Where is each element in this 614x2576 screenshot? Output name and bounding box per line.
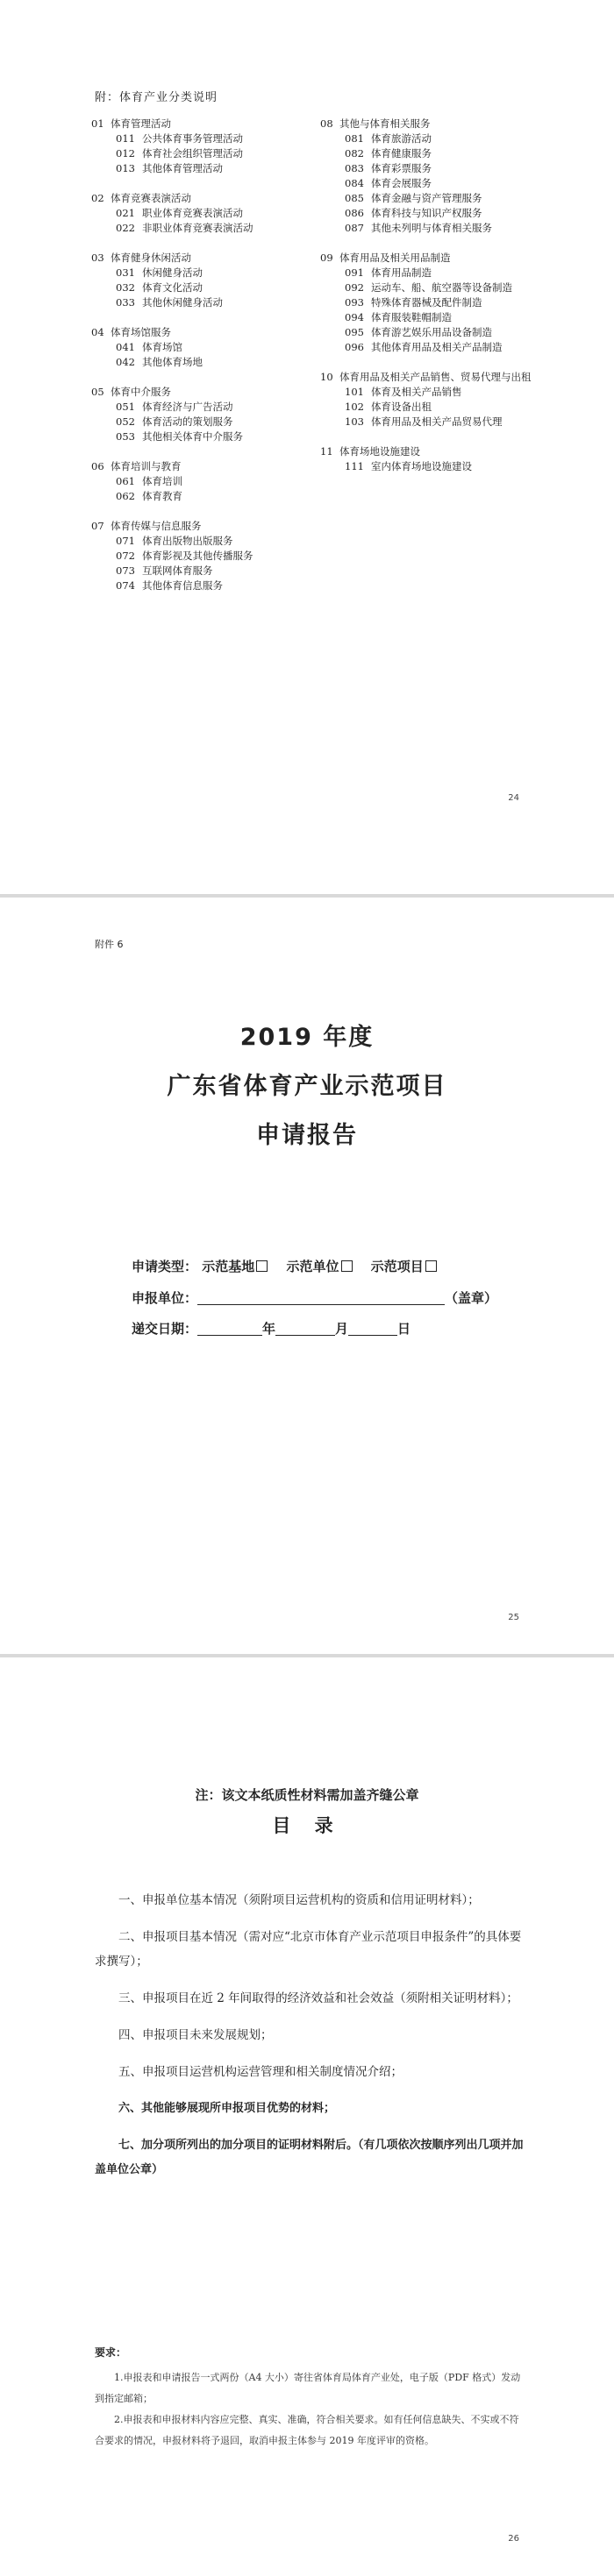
subcategory-label: 体育社会组织管理活动 — [142, 147, 243, 160]
subcategory-item — [91, 161, 311, 176]
subcategory-label: 体育用品及相关产品贸易代理 — [371, 415, 503, 428]
option-demo-project[interactable]: 示范项目 — [371, 1257, 437, 1275]
category-group — [91, 519, 311, 593]
subcategory-code: 101 — [345, 386, 364, 398]
toc-item: 四、申报项目未来发展规划； — [118, 2028, 273, 2042]
category-group — [320, 444, 570, 474]
subcategory-item — [320, 131, 570, 146]
subcategory-code: 013 — [116, 162, 135, 174]
subcategory-label: 体育及相关产品销售 — [371, 386, 462, 398]
subcategory-code: 062 — [116, 490, 135, 502]
subcategory-label: 体育服装鞋帽制造 — [371, 311, 452, 323]
subcategory-code: 102 — [345, 401, 364, 413]
subcategory-code: 093 — [345, 296, 364, 309]
subcategory-label: 非职业体育竞赛表演活动 — [142, 222, 253, 234]
subcategory-code: 053 — [116, 430, 135, 443]
subcategory-label: 体育活动的策划服务 — [142, 415, 233, 428]
subcategory-code: 022 — [116, 222, 135, 234]
subcategory-item — [320, 295, 570, 310]
toc-item: 一、申报单位基本情况（须附项目运营机构的资质和信用证明材料）； — [118, 1893, 480, 1907]
subcategory-item — [91, 206, 311, 221]
subcategory-code: 091 — [345, 266, 364, 279]
category-group — [91, 251, 311, 310]
subcategory-code: 051 — [116, 401, 135, 413]
subcategory-label: 体育经济与广告活动 — [142, 401, 233, 413]
category-name: 其他与体育相关服务 — [339, 117, 431, 130]
subcategory-item — [320, 221, 570, 236]
subcategory-code: 031 — [116, 266, 135, 279]
subcategory-label: 体育彩票服务 — [371, 162, 432, 174]
category-code: 03 — [91, 252, 104, 264]
toc-list — [95, 1888, 526, 2195]
subcategory-code: 085 — [345, 192, 364, 204]
subcategory-code: 021 — [116, 207, 135, 219]
subcategory-label: 其他体育场地 — [142, 356, 203, 368]
requirements-list — [95, 2367, 521, 2452]
subcategory-item — [320, 310, 570, 325]
subcategory-code: 084 — [345, 177, 364, 189]
category-column-right — [320, 117, 570, 489]
subcategory-label: 体育科技与知识产权服务 — [371, 207, 482, 219]
subcategory-label: 职业体育竞赛表演活动 — [142, 207, 243, 219]
subcategory-item — [91, 340, 311, 355]
subcategory-label: 体育教育 — [142, 490, 182, 502]
toc-item: 五、申报项目运营机构运营管理和相关制度情况介绍； — [118, 2065, 403, 2079]
toc-item: 二、申报项目基本情况（需对应“北京市体育产业示范项目申报条件”的具体要求撰写）； — [95, 1930, 522, 1969]
subcategory-item — [91, 280, 311, 295]
subcategory-item — [91, 564, 311, 578]
toc-item: 三、申报项目在近 2 年间取得的经济效益和社会效益（须附相关证明材料）； — [118, 1991, 518, 2005]
checkbox-icon[interactable] — [256, 1260, 268, 1272]
option-demo-unit[interactable]: 示范单位 — [287, 1257, 353, 1275]
subcategory-item — [320, 415, 570, 429]
subcategory-code: 032 — [116, 281, 135, 294]
document-page-26 — [0, 1657, 614, 2576]
subcategory-item — [320, 146, 570, 161]
category-title — [91, 191, 311, 206]
year-blank[interactable] — [197, 1322, 262, 1336]
category-code: 11 — [320, 445, 333, 458]
category-code: 04 — [91, 326, 104, 338]
subcategory-label: 其他未列明与体育相关服务 — [371, 222, 492, 234]
subcategory-item — [91, 489, 311, 504]
category-title — [91, 519, 311, 534]
toc-title: 目 录 — [272, 1815, 342, 1836]
application-type-row — [132, 1257, 451, 1275]
category-group — [91, 325, 311, 370]
category-group — [91, 117, 311, 176]
subcategory-item — [320, 340, 570, 355]
document-page-24 — [0, 0, 614, 894]
subcategory-label: 特殊体育器械及配件制造 — [371, 296, 482, 309]
category-group — [91, 385, 311, 444]
category-name: 体育健身休闲活动 — [111, 252, 191, 264]
subcategory-label: 体育游艺娱乐用品设备制造 — [371, 326, 492, 338]
subcategory-item — [320, 280, 570, 295]
subcategory-label: 体育设备出租 — [371, 401, 432, 413]
category-code: 06 — [91, 460, 104, 472]
subcategory-item — [320, 176, 570, 191]
subcategory-code: 111 — [345, 460, 364, 472]
subcategory-label: 体育出版物出版服务 — [142, 535, 233, 547]
seal-note: 注：该文本纸质性材料需加盖齐缝公章 — [195, 1787, 419, 1803]
toc-item: 六、其他能够展现所申报项目优势的材料； — [118, 2102, 336, 2115]
subcategory-label: 体育培训 — [142, 475, 182, 487]
subcategory-code: 042 — [116, 356, 135, 368]
subcategory-code: 082 — [345, 147, 364, 160]
subcategory-item — [91, 131, 311, 146]
page-number: 25 — [508, 1613, 519, 1622]
subcategory-code: 041 — [116, 341, 135, 353]
subcategory-item — [91, 355, 311, 370]
subcategory-item — [91, 146, 311, 161]
category-title — [91, 251, 311, 266]
subcategory-code: 061 — [116, 475, 135, 487]
category-name: 体育用品及相关产品销售、贸易代理与出租 — [339, 371, 532, 383]
category-code: 08 — [320, 117, 333, 130]
category-title — [320, 444, 570, 459]
applicant-unit-blank[interactable] — [197, 1291, 445, 1305]
subcategory-item — [320, 385, 570, 400]
subcategory-label: 运动车、船、航空器等设备制造 — [371, 281, 512, 294]
subcategory-item — [91, 295, 311, 310]
category-name: 体育场地设施建设 — [339, 445, 420, 458]
attachment-label: 附件 6 — [95, 939, 124, 950]
cover-title-year: 2019 年度 — [239, 1024, 375, 1051]
subcategory-item — [91, 266, 311, 280]
subcategory-item — [320, 161, 570, 176]
subcategory-code: 086 — [345, 207, 364, 219]
category-name: 体育用品及相关用品制造 — [339, 252, 451, 264]
subcategory-label: 其他休闲健身活动 — [142, 296, 223, 309]
category-title — [320, 370, 570, 385]
category-name: 体育场馆服务 — [111, 326, 171, 338]
document-page-25 — [0, 898, 614, 1654]
category-code: 07 — [91, 520, 104, 532]
cover-title-report: 申请报告 — [256, 1122, 358, 1149]
applicant-unit-label: 申报单位： — [132, 1290, 198, 1306]
subcategory-item — [320, 191, 570, 206]
subcategory-item — [320, 266, 570, 280]
option-demo-base[interactable]: 示范基地 — [202, 1257, 268, 1275]
subcategory-code: 103 — [345, 415, 364, 428]
subcategory-label: 公共体育事务管理活动 — [142, 132, 243, 145]
subcategory-item — [91, 549, 311, 564]
subcategory-code: 095 — [345, 326, 364, 338]
day-blank[interactable] — [348, 1322, 397, 1336]
subcategory-label: 体育会展服务 — [371, 177, 432, 189]
subcategory-label: 其他体育用品及相关产品制造 — [371, 341, 503, 353]
category-title — [91, 459, 311, 474]
page-number: 26 — [508, 2534, 519, 2544]
subcategory-code: 072 — [116, 550, 135, 562]
subcategory-item — [91, 429, 311, 444]
category-code: 01 — [91, 117, 104, 130]
subcategory-label: 体育影视及其他传播服务 — [142, 550, 253, 562]
category-title — [91, 325, 311, 340]
category-code: 10 — [320, 371, 333, 383]
subcategory-item — [320, 400, 570, 415]
subcategory-code: 083 — [345, 162, 364, 174]
category-name: 体育竞赛表演活动 — [111, 192, 191, 204]
category-title — [320, 251, 570, 266]
subcategory-item — [91, 221, 311, 236]
requirement-item: 1.申报表和申请报告一式两份（A4 大小）寄往省体育局体育产业处，电子版（PDF 格式）发动到指定邮箱； — [95, 2372, 521, 2404]
subcategory-code: 073 — [116, 564, 135, 577]
subcategory-label: 其他相关体育中介服务 — [142, 430, 243, 443]
subcategory-item — [91, 578, 311, 593]
category-code: 09 — [320, 252, 333, 264]
subcategory-label: 体育场馆 — [142, 341, 182, 353]
application-type-label: 申请类型： — [132, 1259, 198, 1274]
category-group — [320, 370, 570, 429]
subcategory-item — [91, 415, 311, 429]
category-column-left — [91, 117, 311, 608]
appendix-heading: 附：体育产业分类说明 — [95, 91, 218, 104]
category-group — [91, 459, 311, 504]
subcategory-label: 其他体育管理活动 — [142, 162, 223, 174]
subcategory-label: 体育用品制造 — [371, 266, 432, 279]
subcategory-item — [320, 325, 570, 340]
subcategory-label: 体育金融与资产管理服务 — [371, 192, 482, 204]
category-title — [320, 117, 570, 131]
category-title — [91, 117, 311, 131]
subcategory-item — [320, 206, 570, 221]
subcategory-code: 071 — [116, 535, 135, 547]
category-name: 体育中介服务 — [111, 386, 171, 398]
subcategory-code: 094 — [345, 311, 364, 323]
checkbox-icon[interactable] — [425, 1260, 437, 1272]
subcategory-label: 体育旅游活动 — [371, 132, 432, 145]
seal-suffix: （盖章） — [445, 1290, 498, 1306]
category-title — [91, 385, 311, 400]
subcategory-code: 092 — [345, 281, 364, 294]
subcategory-item — [91, 400, 311, 415]
subcategory-code: 087 — [345, 222, 364, 234]
page-number: 24 — [508, 793, 519, 803]
requirements-label: 要求： — [95, 2346, 127, 2359]
subcategory-item — [320, 459, 570, 474]
toc-item: 七、加分项所列出的加分项目的证明材料附后。（有几项依次按顺序列出几项并加盖单位公章） — [95, 2139, 524, 2176]
subcategory-code: 052 — [116, 415, 135, 428]
subcategory-item — [91, 534, 311, 549]
category-name: 体育传媒与信息服务 — [111, 520, 202, 532]
subcategory-code: 033 — [116, 296, 135, 309]
category-name: 体育培训与教育 — [111, 460, 182, 472]
subcategory-code: 074 — [116, 579, 135, 592]
subcategory-label: 休闲健身活动 — [142, 266, 203, 279]
submission-date-label: 递交日期： — [132, 1321, 198, 1337]
subcategory-label: 体育健康服务 — [371, 147, 432, 160]
subcategory-label: 体育文化活动 — [142, 281, 203, 294]
subcategory-item — [91, 474, 311, 489]
category-code: 02 — [91, 192, 104, 204]
cover-title-name: 广东省体育产业示范项目 — [167, 1073, 447, 1100]
category-name: 体育管理活动 — [111, 117, 171, 130]
category-group — [91, 191, 311, 236]
category-group — [320, 117, 570, 236]
subcategory-label: 其他体育信息服务 — [142, 579, 223, 592]
subcategory-code: 011 — [116, 132, 135, 145]
subcategory-code: 081 — [345, 132, 364, 145]
subcategory-label: 互联网体育服务 — [142, 564, 213, 577]
subcategory-label: 室内体育场地设施建设 — [371, 460, 472, 472]
subcategory-code: 096 — [345, 341, 364, 353]
submission-date-row: 递交日期： 年 月 日 — [132, 1321, 411, 1337]
category-code: 05 — [91, 386, 104, 398]
subcategory-code: 012 — [116, 147, 135, 160]
applicant-unit-row — [132, 1288, 497, 1307]
month-blank[interactable] — [275, 1322, 335, 1336]
checkbox-icon[interactable] — [341, 1260, 353, 1272]
requirement-item: 2.申报表和申报材料内容应完整、真实、准确，符合相关要求。如有任何信息缺失、不实或不符合要求的情况，申报材料将予退回，取消申报主体参与 2019 年度评审的资格。 — [95, 2414, 519, 2446]
category-group — [320, 251, 570, 355]
